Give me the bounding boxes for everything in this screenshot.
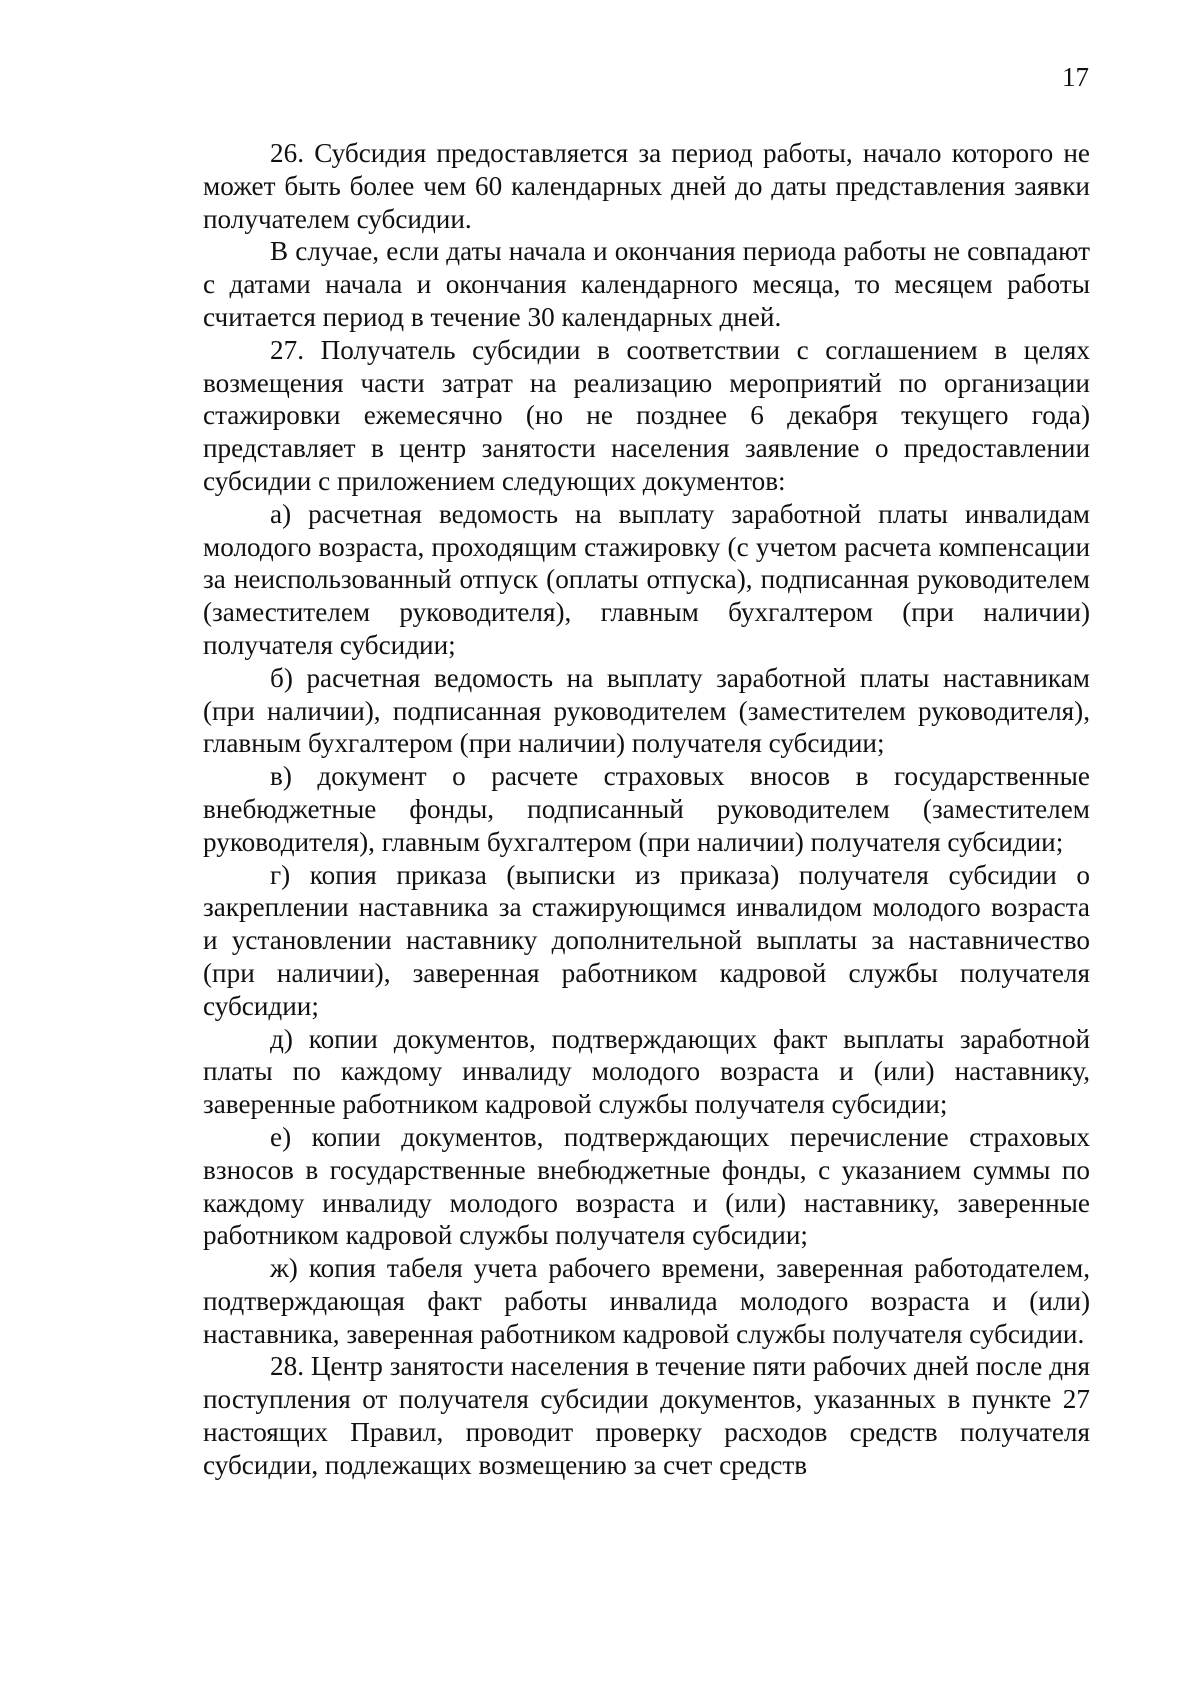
list-item-g: г) копия приказа (выписки из приказа) получателя субсидии о закреплении наставника за стажирующимся инвалидом молодого возраста и установлении наставнику дополнительной выплаты за наставничество (при наличии), заверенная работником кадровой службы получателя субсидии; (203, 859, 1090, 1021)
list-item-a: а) расчетная ведомость на выплату заработной платы инвалидам молодого возраста, проходящим стажировку (с учетом расчета компенсации за неиспользованный отпуск (оплаты отпуска), подписанная руководителем (заместителем руководителя), главным бухгалтером (при наличии) получателя субсидии; (203, 498, 1090, 660)
list-item-d: д) копии документов, подтверждающих факт выплаты заработной платы по каждому инвалиду молодого возраста и (или) наставнику, заверенные работником кадровой службы получателя субсидии; (203, 1023, 1090, 1120)
paragraph-26: 26. Субсидия предоставляется за период работы, начало которого не может быть более чем 60 календарных дней до даты представления заявки получателем субсидии. (203, 138, 1090, 234)
paragraph-27: 27. Получатель субсидии в соответствии с соглашением в целях возмещения части затрат на реализацию мероприятий по организации стажировки ежемесячно (но не позднее 6 декабря текущего года) представляет в центр занятости населения заявление о предоставлении субсидии с приложением следующих документов: (203, 334, 1090, 496)
list-item-v: в) документ о расчете страховых вносов в государственные внебюджетные фонды, подписанный руководителем (заместителем руководителя), главным бухгалтером (при наличии) получателя субсидии; (203, 761, 1090, 857)
page-number: 17 (1062, 62, 1089, 92)
paragraph-26-period: В случае, если даты начала и окончания периода работы не совпадают с датами начала и окончания календарного месяца, то месяцем работы считается период в течение 30 календарных дней. (203, 236, 1090, 332)
list-item-zh: ж) копия табеля учета рабочего времени, заверенная работодателем, подтверждающая факт работы инвалида молодого возраста и (или) наставника, заверенная работником кадровой службы получателя субсидии. (203, 1253, 1090, 1349)
paragraph-28: 28. Центр занятости населения в течение пяти рабочих дней после дня поступления от получателя субсидии документов, указанных в пункте 27 настоящих Правил, проводит проверку расходов средств получателя субсидии, подлежащих возмещению за счет средств (203, 1351, 1090, 1480)
document-body (203, 137, 1090, 1482)
list-item-e: е) копии документов, подтверждающих перечисление страховых взносов в государственные внебюджетные фонды, с указанием суммы по каждому инвалиду молодого возраста и (или) наставнику, заверенные работником кадровой службы получателя субсидии; (203, 1121, 1090, 1251)
list-item-b: б) расчетная ведомость на выплату заработной платы наставникам (при наличии), подписанная руководителем (заместителем руководителя), главным бухгалтером (при наличии) получателя субсидии; (203, 662, 1090, 759)
